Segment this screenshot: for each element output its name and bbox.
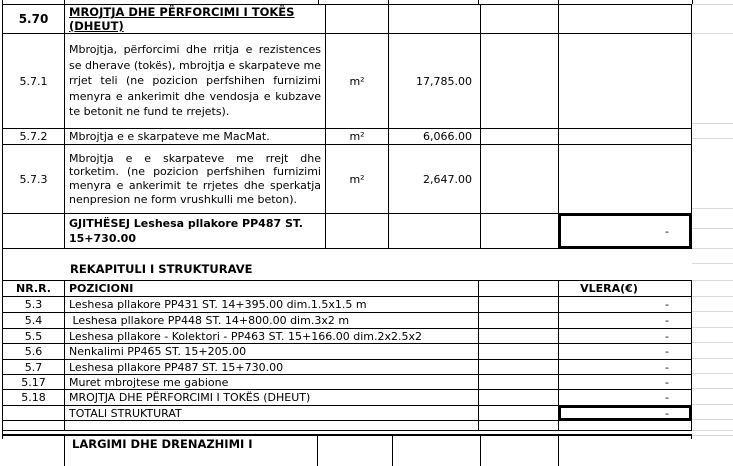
recap-pozicioni-cell[interactable]: MROJTJA DHE PËRFORCIMI I TOKËS (DHEUT)	[65, 390, 479, 405]
unit-price-cell[interactable]	[481, 145, 559, 213]
recap-value-cell[interactable]: -	[665, 375, 669, 389]
recap-value-cell[interactable]: -	[665, 391, 669, 404]
recap-title[interactable]: REKAPITULI I STRUKTURAVE	[70, 262, 253, 276]
quantity-cell[interactable]: 6,066.00	[389, 129, 481, 144]
boq-table	[2, 4, 692, 249]
recap-pozicioni-cell[interactable]: Leshesa pllakore PP431 ST. 14+395.00 dim.1.5x1.5 m	[65, 297, 479, 312]
sheet-gridline	[692, 388, 733, 389]
table-row-section-header	[3, 5, 691, 33]
table-row-section-header	[3, 436, 691, 466]
amount-cell[interactable]	[559, 145, 691, 213]
recap-nr-cell[interactable]: 5.5	[3, 329, 65, 343]
recap-value-cell[interactable]: -	[665, 360, 669, 374]
recap-row	[3, 296, 691, 312]
amount-cell[interactable]	[559, 436, 691, 466]
sheet-gridline	[692, 358, 733, 359]
quantity-cell[interactable]	[389, 214, 481, 248]
item-number-cell[interactable]	[3, 436, 65, 466]
table-row-total	[3, 213, 691, 248]
recap-value-cell[interactable]: -	[665, 345, 669, 358]
recap-header-row	[3, 281, 691, 296]
recap-nr-cell[interactable]: 5.17	[3, 375, 65, 389]
unit-cell[interactable]	[318, 436, 393, 466]
recap-empty-cell[interactable]	[479, 297, 559, 312]
recap-row	[3, 343, 691, 359]
recap-nr-cell[interactable]	[3, 406, 65, 420]
unit-cell[interactable]: m²	[326, 145, 389, 213]
sheet-gridline	[692, 435, 733, 436]
sheet-gridline	[692, 33, 733, 34]
recap-header-pozicioni[interactable]: POZICIONI	[65, 281, 479, 296]
sheet-gridline	[692, 373, 733, 374]
recap-pozicioni-cell[interactable]: Nenkalimi PP465 ST. 15+205.00	[65, 344, 479, 359]
unit-price-cell[interactable]	[481, 436, 559, 466]
unit-price-cell[interactable]	[481, 214, 559, 248]
unit-price-cell[interactable]	[481, 34, 559, 128]
unit-cell[interactable]: m²	[326, 129, 389, 144]
recap-total-value-cell[interactable]: -	[559, 406, 691, 420]
amount-cell[interactable]	[559, 5, 691, 33]
recap-pozicioni-cell[interactable]: Leshesa pllakore PP448 ST. 14+800.00 dim.3x2 m	[65, 313, 479, 328]
recap-empty-cell[interactable]	[479, 360, 559, 374]
sheet-gridline	[692, 138, 733, 139]
unit-cell[interactable]	[326, 5, 389, 33]
sheet-gridline	[692, 280, 733, 281]
recap-header-vlera[interactable]: VLERA(€)	[580, 282, 638, 295]
table-row	[3, 144, 691, 213]
recap-empty-cell[interactable]	[479, 313, 559, 328]
unit-cell[interactable]: m²	[326, 34, 389, 128]
sheet-gridline	[692, 342, 733, 343]
recap-header-nr[interactable]: NR.R.	[3, 281, 65, 296]
recap-nr-cell[interactable]: 5.3	[3, 297, 65, 312]
description-cell[interactable]: GJITHËSEJ Leshesa pllakore PP487 ST. 15+730.00	[65, 214, 326, 248]
recap-nr-cell[interactable]: 5.4	[3, 313, 65, 328]
amount-cell[interactable]	[559, 129, 691, 144]
sheet-gridline	[692, 311, 733, 312]
quantity-cell[interactable]: 2,647.00	[389, 145, 481, 213]
recap-row	[3, 374, 691, 389]
recap-empty-cell[interactable]	[479, 406, 559, 420]
item-number-cell[interactable]: 5.70	[3, 5, 65, 33]
recap-pozicioni-cell[interactable]: TOTALI STRUKTURAT	[65, 406, 479, 420]
item-number-cell[interactable]: 5.7.3	[3, 145, 65, 213]
recap-empty-cell[interactable]	[479, 329, 559, 343]
unit-cell[interactable]	[326, 214, 389, 248]
amount-cell[interactable]	[559, 34, 691, 128]
recap-row	[3, 359, 691, 374]
description-cell[interactable]: Mbrojtja e e skarpateve me MacMat.	[65, 129, 326, 144]
sheet-gridline	[692, 123, 733, 124]
next-section-table	[2, 434, 692, 451]
table-row	[3, 128, 691, 144]
recap-empty-row	[3, 420, 691, 430]
recap-pozicioni-cell[interactable]	[65, 421, 479, 430]
recap-empty-cell[interactable]	[479, 344, 559, 359]
recap-pozicioni-cell[interactable]: Muret mbrojtese me gabione	[65, 375, 479, 389]
sheet-gridline	[692, 4, 733, 5]
recap-nr-cell[interactable]: 5.7	[3, 360, 65, 374]
quantity-cell[interactable]	[393, 436, 481, 466]
sheet-gridline	[692, 296, 733, 297]
sheet-gridline	[692, 228, 733, 229]
sheet-gridline	[692, 263, 733, 264]
unit-price-cell[interactable]	[481, 5, 559, 33]
recap-row	[3, 328, 691, 343]
recap-total-row	[3, 405, 691, 420]
item-number-cell[interactable]: 5.7.1	[3, 34, 65, 128]
recap-value-cell[interactable]: -	[665, 298, 669, 311]
item-number-cell[interactable]	[3, 214, 65, 248]
next-section-title: LARGIMI DHE DRENAZHIMI I	[72, 437, 253, 451]
sheet-gridline	[692, 248, 733, 249]
description-cell[interactable]: Mbrojtja, përforcimi dhe rritja e rezistences se dherave (tokës), mbrojtja e skarpateve me rrjet teli (ne pozicion perfshihen furnizimi menyra e ankerimit dhe vendosja e kubzave te betonit ne fund te rrejets).	[65, 34, 326, 128]
quantity-cell[interactable]: 17,785.00	[389, 34, 481, 128]
recap-value-cell[interactable]: -	[665, 329, 669, 343]
description-cell[interactable]: Mbrojtja e e skarpateve me rrejt dhe torketim. (ne pozicion perfshihen furnizimi menyra e ankerimit te rrjetes dhe sperkatja nenpresion ne form vrushkulli me beton).	[65, 145, 326, 213]
quantity-cell[interactable]	[389, 5, 481, 33]
recap-value-cell[interactable]: -	[665, 314, 669, 327]
recap-empty-cell[interactable]	[479, 421, 559, 430]
recap-value-cell[interactable]	[559, 421, 691, 430]
recap-nr-cell[interactable]: 5.18	[3, 390, 65, 405]
recap-empty-cell[interactable]	[479, 375, 559, 389]
description-cell[interactable]: MROJTJA DHE PËRFORCIMI I TOKËS (DHEUT)	[65, 5, 326, 33]
sheet-gridline	[692, 208, 733, 209]
description-cell[interactable]	[65, 436, 318, 466]
recap-nr-cell[interactable]	[3, 421, 65, 430]
unit-price-cell[interactable]	[481, 129, 559, 144]
recap-nr-cell[interactable]: 5.6	[3, 344, 65, 359]
recap-table	[2, 280, 692, 431]
table-row	[3, 33, 691, 128]
sheet-gridline	[692, 327, 733, 328]
sheet-gridline	[692, 404, 733, 405]
total-amount-cell[interactable]: -	[559, 214, 691, 248]
table-left-border-segment	[2, 249, 3, 280]
recap-row	[3, 312, 691, 328]
sheet-gridline	[692, 419, 733, 420]
item-number-cell[interactable]: 5.7.2	[3, 129, 65, 144]
recap-header-empty[interactable]	[479, 281, 559, 296]
recap-pozicioni-cell[interactable]: Leshesa pllakore PP487 ST. 15+730.00	[65, 360, 479, 374]
sheet-gridline	[692, 430, 733, 431]
recap-empty-cell[interactable]	[479, 390, 559, 405]
recap-pozicioni-cell[interactable]: Leshesa pllakore - Kolektori - PP463 ST. 15+166.00 dim.2x2.5x2	[65, 329, 479, 343]
recap-row	[3, 389, 691, 405]
